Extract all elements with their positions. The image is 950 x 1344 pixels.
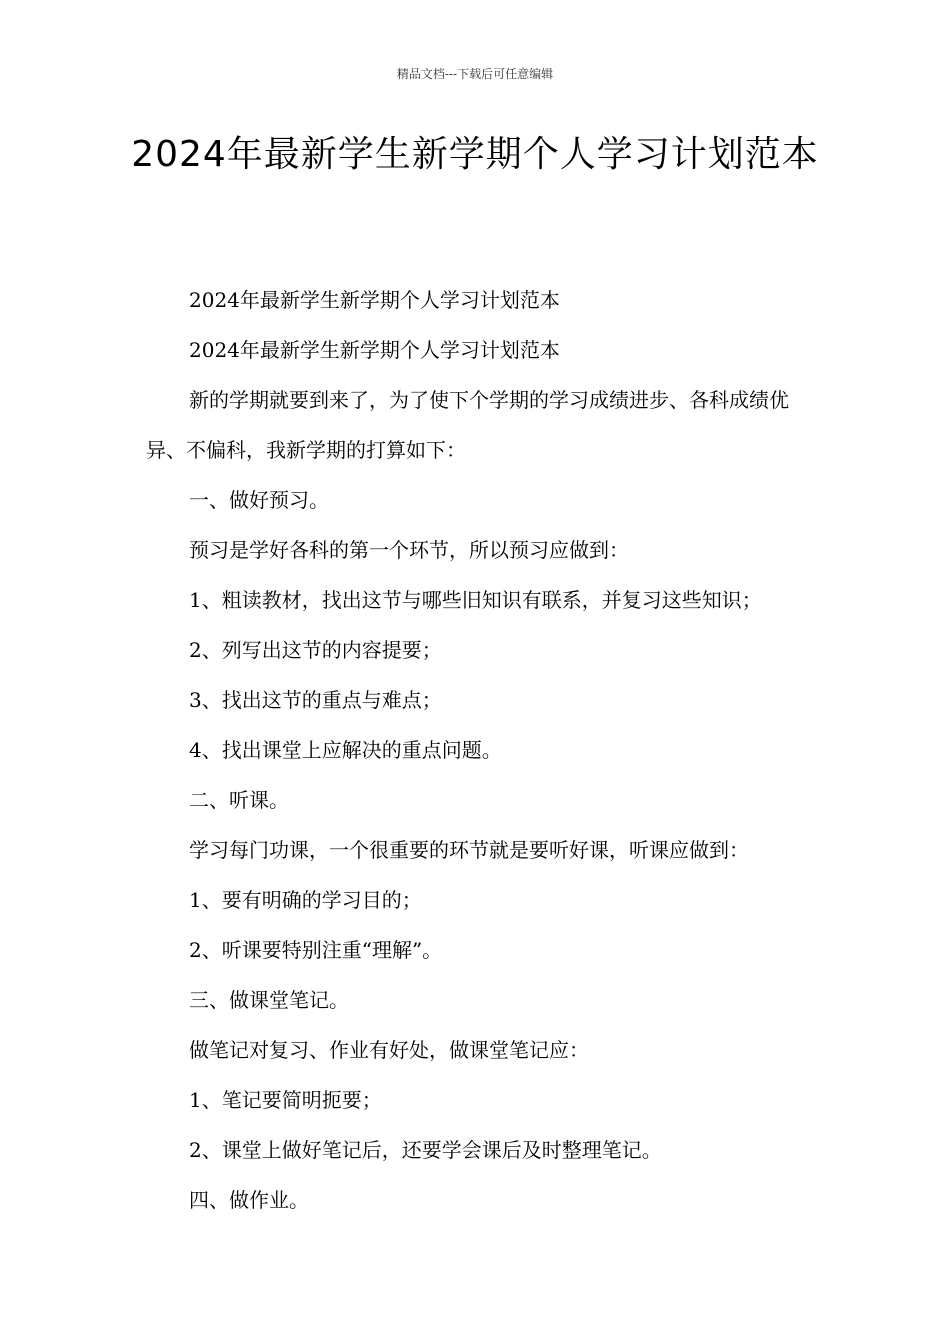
section-heading-preview: 一、做好预习。	[189, 488, 329, 512]
list-item-notes-1: 1、笔记要简明扼要；	[189, 1088, 382, 1112]
paragraph-notes-intro: 做笔记对复习、作业有好处，做课堂笔记应：	[189, 1038, 589, 1062]
paragraph-1: 2024年最新学生新学期个人学习计划范本	[189, 288, 560, 312]
paragraph-2: 2024年最新学生新学期个人学习计划范本	[189, 338, 560, 362]
section-heading-notes: 三、做课堂笔记。	[189, 988, 349, 1012]
document-body	[146, 275, 814, 1225]
list-item-preview-1: 1、粗读教材，找出这节与哪些旧知识有联系，并复习这些知识；	[189, 588, 762, 612]
paragraph-listening-intro: 学习每门功课，一个很重要的环节就是要听好课，听课应做到：	[189, 838, 749, 862]
section-heading-listening: 二、听课。	[189, 788, 289, 812]
section-heading-homework: 四、做作业。	[189, 1188, 309, 1212]
list-item-listening-2: 2、听课要特别注重“理解”。	[189, 938, 443, 962]
paragraph-intro: 新的学期就要到来了，为了使下个学期的学习成绩进步、各科成绩优异、不偏科，我新学期的打算如下：	[146, 388, 789, 462]
paragraph-preview-intro: 预习是学好各科的第一个环节，所以预习应做到：	[189, 538, 629, 562]
page-header: 精品文档---下载后可任意编辑	[396, 67, 554, 81]
document-title: 2024年最新学生新学期个人学习计划范本	[131, 134, 819, 175]
list-item-preview-3: 3、找出这节的重点与难点；	[189, 688, 442, 712]
list-item-preview-2: 2、列写出这节的内容提要；	[189, 638, 442, 662]
list-item-notes-2: 2、课堂上做好笔记后，还要学会课后及时整理笔记。	[189, 1138, 662, 1162]
list-item-listening-1: 1、要有明确的学习目的；	[189, 888, 422, 912]
list-item-preview-4: 4、找出课堂上应解决的重点问题。	[189, 738, 502, 762]
